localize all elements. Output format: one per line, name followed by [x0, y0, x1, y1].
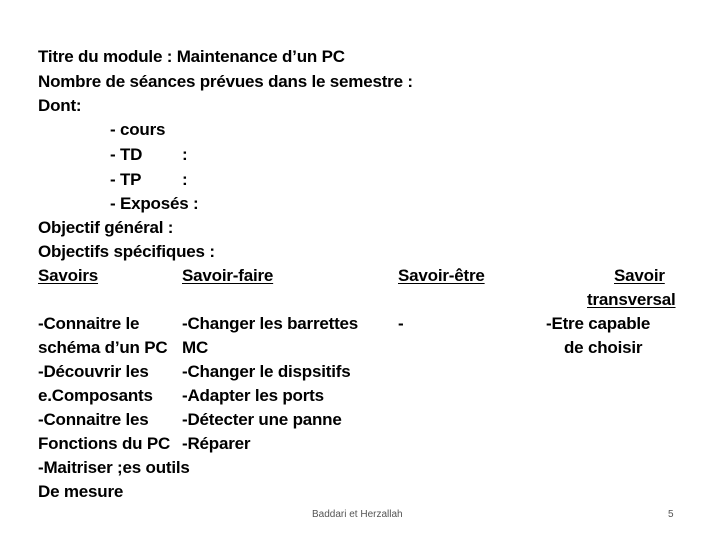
dont-label: Dont:	[38, 96, 82, 115]
savoir-faire-line: -Changer les barrettes	[182, 314, 359, 333]
module-title: Titre du module : Maintenance d’un PC	[38, 47, 345, 66]
objectifs-specifiques-label: Objectifs spécifiques :	[38, 242, 215, 261]
savoir-faire-line: MC	[182, 338, 209, 357]
objectif-general-label: Objectif général :	[38, 218, 174, 237]
savoirs-line: De mesure	[38, 482, 124, 501]
sessions-count-label: Nombre de séances prévues dans le semestre :	[38, 72, 413, 91]
savoirs-heading: Savoirs	[38, 266, 99, 285]
savoir-etre-line: -	[398, 314, 404, 333]
exposes-item: - Exposés :	[110, 194, 199, 213]
savoirs-line: schéma d’un PC	[38, 338, 168, 357]
savoir-etre-heading: Savoir-être	[398, 266, 485, 285]
savoir-transversal-line: -Etre capable	[546, 314, 651, 333]
savoirs-line: -Connaitre le	[38, 314, 140, 333]
savoir-faire-heading: Savoir-faire	[182, 266, 274, 285]
tp-colon: :	[182, 170, 188, 189]
savoir-faire-line: -Détecter une panne	[182, 410, 342, 429]
savoir-transversal-heading-line1: Savoir	[614, 266, 665, 285]
savoir-transversal-heading-line2: transversal	[587, 290, 676, 309]
savoir-faire-line: -Changer le dispsitifs	[182, 362, 351, 381]
page-number: 5	[668, 509, 674, 520]
footer-authors: Baddari et Herzallah	[312, 509, 403, 520]
savoirs-line: Fonctions du PC	[38, 434, 171, 453]
td-item: - TD	[110, 145, 143, 164]
savoir-transversal-line: de choisir	[564, 338, 643, 357]
tp-item: - TP	[110, 170, 142, 189]
savoirs-line: -Maitriser ;es outils	[38, 458, 190, 477]
cours-item: - cours	[110, 120, 166, 139]
savoirs-line: -Connaitre les	[38, 410, 149, 429]
savoirs-line: -Découvrir les	[38, 362, 149, 381]
savoir-faire-line: -Adapter les ports	[182, 386, 324, 405]
savoir-faire-line: -Réparer	[182, 434, 251, 453]
savoirs-line: e.Composants	[38, 386, 153, 405]
td-colon: :	[182, 145, 188, 164]
